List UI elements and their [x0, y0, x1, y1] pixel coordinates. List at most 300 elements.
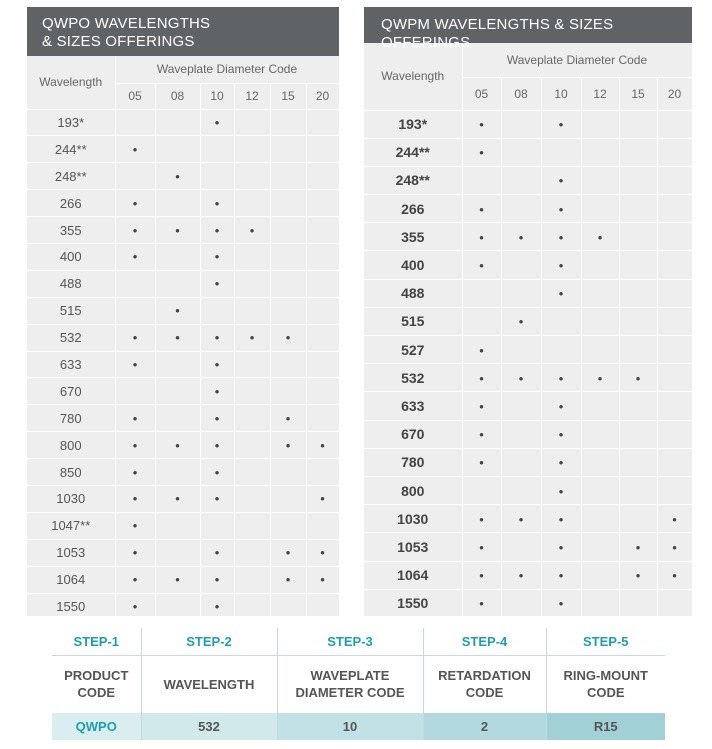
available-dot-icon: • [214, 222, 220, 238]
diameter-code-15: 15 [619, 77, 657, 110]
available-dot-icon: • [285, 545, 291, 561]
available-dot-icon: • [672, 511, 677, 527]
available-dot-icon: • [635, 568, 641, 584]
availability-cell [155, 566, 200, 593]
wavelength-cell: 488 [27, 270, 115, 297]
availability-cell [541, 138, 581, 166]
availability-cell [155, 432, 200, 459]
availability-cell [657, 533, 692, 561]
table-row [364, 110, 692, 138]
availability-cell [541, 110, 581, 138]
availability-cell [306, 539, 339, 566]
wavelength-cell: 355 [364, 223, 462, 251]
availability-cell [200, 485, 234, 512]
available-dot-icon: • [132, 249, 138, 265]
availability-cell [501, 505, 541, 533]
wavelength-cell: 355 [27, 217, 115, 244]
availability-cell [581, 420, 619, 448]
wavelength-cell: 527 [364, 336, 462, 364]
availability-cell [306, 136, 339, 163]
availability-cell [657, 279, 692, 307]
available-dot-icon: • [132, 222, 138, 238]
availability-cell [462, 307, 501, 335]
availability-cell [657, 251, 692, 279]
available-dot-icon: • [214, 410, 220, 426]
qwpm-panel [364, 7, 692, 616]
availability-cell [115, 243, 155, 270]
availability-cell [501, 392, 541, 420]
available-dot-icon: • [175, 330, 180, 346]
qwpo-title [27, 7, 339, 56]
step-description: PRODUCT CODE [52, 655, 141, 713]
availability-cell [581, 251, 619, 279]
available-dot-icon: • [672, 539, 677, 555]
availability-cell [619, 223, 657, 251]
table-row [27, 512, 339, 539]
step-label: STEP-1 [52, 628, 141, 655]
availability-cell [115, 217, 155, 244]
availability-cell [501, 589, 541, 617]
available-dot-icon: • [132, 545, 138, 561]
availability-cell [657, 392, 692, 420]
available-dot-icon: • [214, 356, 220, 372]
availability-cell [462, 223, 501, 251]
availability-cell [462, 561, 501, 589]
availability-cell [234, 190, 270, 217]
wavelength-header: Wavelength [364, 43, 462, 110]
step-label: STEP-4 [423, 628, 546, 655]
available-dot-icon: • [558, 427, 564, 443]
wavelength-cell: 800 [364, 476, 462, 504]
available-dot-icon: • [479, 117, 484, 133]
step-description: RING-MOUNT CODE [563, 668, 648, 701]
availability-cell [619, 110, 657, 138]
table-row [27, 163, 339, 190]
availability-cell [155, 243, 200, 270]
table-row [364, 364, 692, 392]
availability-cell [234, 512, 270, 539]
wavelength-cell: 780 [364, 448, 462, 476]
diameter-code-20: 20 [657, 77, 692, 110]
availability-cell [155, 163, 200, 190]
available-dot-icon: • [132, 356, 138, 372]
wavelength-cell: 400 [364, 251, 462, 279]
available-dot-icon: • [558, 117, 564, 133]
available-dot-icon: • [558, 568, 564, 584]
availability-cell [541, 561, 581, 589]
wavelength-cell: 1030 [364, 505, 462, 533]
availability-cell [619, 166, 657, 194]
available-dot-icon: • [479, 568, 484, 584]
availability-cell [657, 561, 692, 589]
availability-cell [200, 539, 234, 566]
availability-cell [200, 297, 234, 324]
availability-cell [270, 485, 306, 512]
table-row [27, 324, 339, 351]
available-dot-icon: • [518, 370, 524, 386]
availability-cell [270, 324, 306, 351]
availability-cell [234, 485, 270, 512]
diameter-code-12: 12 [581, 77, 619, 110]
wavelength-cell: 532 [364, 364, 462, 392]
available-dot-icon: • [558, 173, 564, 189]
availability-cell [270, 243, 306, 270]
availability-cell [462, 166, 501, 194]
availability-cell [115, 136, 155, 163]
availability-cell [619, 505, 657, 533]
available-dot-icon: • [479, 596, 484, 612]
available-dot-icon: • [249, 222, 255, 238]
available-dot-icon: • [175, 222, 180, 238]
available-dot-icon: • [249, 330, 255, 346]
availability-cell [234, 459, 270, 486]
table-row [27, 485, 339, 512]
available-dot-icon: • [518, 511, 524, 527]
availability-cell [619, 448, 657, 476]
availability-cell [200, 432, 234, 459]
availability-cell [462, 392, 501, 420]
step-label: STEP-2 [141, 628, 277, 655]
available-dot-icon: • [558, 229, 564, 245]
wavelength-cell: 1064 [364, 561, 462, 589]
availability-cell [581, 364, 619, 392]
availability-cell [306, 243, 339, 270]
table-row [364, 251, 692, 279]
availability-cell [234, 378, 270, 405]
availability-cell [270, 566, 306, 593]
availability-cell [501, 195, 541, 223]
availability-cell [581, 307, 619, 335]
wavelength-cell: 400 [27, 243, 115, 270]
available-dot-icon: • [214, 276, 220, 292]
availability-cell [234, 297, 270, 324]
availability-cell [306, 485, 339, 512]
availability-cell [234, 405, 270, 432]
availability-cell [306, 190, 339, 217]
available-dot-icon: • [285, 437, 291, 453]
diameter-code-header: Waveplate Diameter Code [462, 43, 692, 77]
table-row [27, 593, 339, 620]
availability-cell [155, 405, 200, 432]
availability-cell [541, 307, 581, 335]
availability-cell [306, 405, 339, 432]
availability-cell [155, 136, 200, 163]
available-dot-icon: • [479, 455, 484, 471]
available-dot-icon: • [132, 330, 138, 346]
availability-cell [462, 420, 501, 448]
availability-cell [581, 166, 619, 194]
available-dot-icon: • [132, 195, 138, 211]
availability-cell [541, 476, 581, 504]
availability-cell [501, 476, 541, 504]
table-row [364, 279, 692, 307]
availability-cell [619, 476, 657, 504]
availability-cell [306, 109, 339, 136]
availability-cell [581, 110, 619, 138]
wavelength-cell: 633 [364, 392, 462, 420]
available-dot-icon: • [479, 539, 484, 555]
availability-cell [462, 138, 501, 166]
availability-cell [657, 166, 692, 194]
wavelength-header: Wavelength [27, 56, 115, 109]
available-dot-icon: • [597, 370, 603, 386]
availability-cell [462, 476, 501, 504]
availability-cell [115, 485, 155, 512]
available-dot-icon: • [214, 195, 220, 211]
available-dot-icon: • [132, 437, 138, 453]
available-dot-icon: • [479, 201, 484, 217]
availability-cell [306, 593, 339, 620]
ordering-steps [52, 628, 665, 740]
availability-cell [306, 459, 339, 486]
available-dot-icon: • [672, 568, 677, 584]
wavelength-cell: 1047** [27, 512, 115, 539]
available-dot-icon: • [479, 427, 484, 443]
wavelength-cell: 244** [364, 138, 462, 166]
table-row [364, 533, 692, 561]
available-dot-icon: • [558, 455, 564, 471]
availability-cell [155, 512, 200, 539]
availability-cell [115, 324, 155, 351]
availability-cell [306, 324, 339, 351]
availability-cell [155, 270, 200, 297]
step-value: QWPO [52, 713, 141, 740]
availability-cell [541, 392, 581, 420]
availability-cell [270, 270, 306, 297]
table-row [27, 566, 339, 593]
availability-cell [501, 138, 541, 166]
availability-cell [115, 539, 155, 566]
wavelength-cell: 248** [364, 166, 462, 194]
available-dot-icon: • [518, 314, 524, 330]
availability-cell [501, 279, 541, 307]
table-row [27, 243, 339, 270]
wavelength-cell: 488 [364, 279, 462, 307]
availability-cell [115, 351, 155, 378]
diameter-code-05: 05 [462, 77, 501, 110]
availability-cell [270, 163, 306, 190]
availability-cell [657, 336, 692, 364]
table-row [27, 109, 339, 136]
step-description: WAVEPLATE DIAMETER CODE [277, 655, 423, 713]
availability-cell [115, 297, 155, 324]
availability-cell [115, 512, 155, 539]
availability-cell [270, 136, 306, 163]
availability-cell [270, 109, 306, 136]
table-row [27, 217, 339, 244]
availability-cell [657, 420, 692, 448]
table-row [27, 136, 339, 163]
available-dot-icon: • [558, 201, 564, 217]
table-row [364, 138, 692, 166]
diameter-code-10: 10 [200, 83, 234, 109]
available-dot-icon: • [175, 303, 180, 319]
availability-cell [581, 476, 619, 504]
availability-cell [270, 351, 306, 378]
availability-cell [306, 378, 339, 405]
qwpo-panel [27, 7, 339, 616]
wavelength-cell: 515 [27, 297, 115, 324]
availability-cell [234, 351, 270, 378]
availability-cell [501, 223, 541, 251]
availability-cell [462, 251, 501, 279]
availability-cell [619, 307, 657, 335]
availability-cell [657, 505, 692, 533]
available-dot-icon: • [175, 168, 180, 184]
wavelength-cell: 515 [364, 307, 462, 335]
available-dot-icon: • [635, 370, 641, 386]
availability-cell [155, 378, 200, 405]
availability-cell [581, 195, 619, 223]
availability-cell [657, 110, 692, 138]
available-dot-icon: • [214, 437, 220, 453]
availability-cell [657, 364, 692, 392]
wavelength-cell: 193* [27, 109, 115, 136]
availability-cell [657, 138, 692, 166]
availability-cell [306, 270, 339, 297]
table-row [364, 505, 692, 533]
available-dot-icon: • [214, 114, 220, 130]
step-description: RETARDATION CODE [423, 655, 546, 713]
step-value: 2 [423, 713, 546, 740]
available-dot-icon: • [214, 383, 220, 399]
availability-cell [200, 566, 234, 593]
availability-cell [306, 432, 339, 459]
qwpo-title-line2: & SIZES OFFERINGS [42, 33, 195, 50]
availability-cell [657, 476, 692, 504]
wavelength-cell: 244** [27, 136, 115, 163]
availability-cell [541, 533, 581, 561]
availability-cell [581, 533, 619, 561]
availability-cell [306, 163, 339, 190]
available-dot-icon: • [132, 598, 138, 614]
availability-cell [541, 166, 581, 194]
step-label: STEP-3 [277, 628, 423, 655]
available-dot-icon: • [518, 229, 524, 245]
availability-cell [501, 166, 541, 194]
availability-cell [155, 485, 200, 512]
availability-cell [270, 217, 306, 244]
wavelength-cell: 670 [27, 378, 115, 405]
availability-cell [155, 459, 200, 486]
availability-cell [462, 195, 501, 223]
available-dot-icon: • [214, 249, 220, 265]
availability-cell [115, 593, 155, 620]
availability-cell [270, 190, 306, 217]
availability-cell [657, 223, 692, 251]
wavelength-cell: 633 [27, 351, 115, 378]
available-dot-icon: • [479, 145, 484, 161]
availability-cell [200, 405, 234, 432]
availability-cell [462, 364, 501, 392]
step-value: R15 [546, 713, 665, 740]
diameter-code-12: 12 [234, 83, 270, 109]
availability-cell [115, 405, 155, 432]
availability-cell [200, 270, 234, 297]
availability-cell [270, 378, 306, 405]
availability-cell [155, 190, 200, 217]
availability-cell [462, 110, 501, 138]
availability-cell [270, 297, 306, 324]
available-dot-icon: • [175, 491, 180, 507]
availability-cell [155, 324, 200, 351]
availability-cell [657, 589, 692, 617]
availability-cell [581, 138, 619, 166]
diameter-code-08: 08 [501, 77, 541, 110]
available-dot-icon: • [479, 511, 484, 527]
table-row [364, 307, 692, 335]
available-dot-icon: • [518, 568, 524, 584]
availability-cell [115, 378, 155, 405]
availability-cell [200, 593, 234, 620]
availability-cell [234, 324, 270, 351]
availability-cell [200, 136, 234, 163]
availability-cell [200, 351, 234, 378]
availability-cell [200, 109, 234, 136]
ordering-steps-table [52, 628, 665, 740]
available-dot-icon: • [175, 437, 180, 453]
availability-cell [581, 392, 619, 420]
availability-cell [541, 589, 581, 617]
available-dot-icon: • [558, 370, 564, 386]
available-dot-icon: • [285, 572, 291, 588]
available-dot-icon: • [635, 539, 641, 555]
availability-cell [234, 109, 270, 136]
table-row [364, 420, 692, 448]
available-dot-icon: • [479, 342, 484, 358]
available-dot-icon: • [132, 518, 138, 534]
availability-cell [581, 223, 619, 251]
availability-cell [234, 270, 270, 297]
availability-cell [270, 539, 306, 566]
availability-cell [657, 307, 692, 335]
table-row [364, 448, 692, 476]
table-row [27, 270, 339, 297]
availability-cell [501, 110, 541, 138]
availability-cell [200, 512, 234, 539]
availability-cell [501, 307, 541, 335]
availability-cell [541, 336, 581, 364]
table-row [364, 589, 692, 617]
available-dot-icon: • [175, 572, 180, 588]
availability-cell [270, 459, 306, 486]
availability-cell [234, 243, 270, 270]
availability-cell [462, 336, 501, 364]
wavelength-cell: 850 [27, 459, 115, 486]
availability-cell [306, 297, 339, 324]
availability-cell [581, 279, 619, 307]
availability-cell [200, 217, 234, 244]
available-dot-icon: • [320, 572, 325, 588]
availability-cell [462, 589, 501, 617]
qwpm-table [364, 43, 693, 618]
availability-cell [155, 351, 200, 378]
wavelength-cell: 266 [27, 190, 115, 217]
availability-cell [581, 505, 619, 533]
diameter-code-15: 15 [270, 83, 306, 109]
available-dot-icon: • [214, 572, 220, 588]
availability-cell [541, 279, 581, 307]
available-dot-icon: • [132, 491, 138, 507]
availability-cell [501, 251, 541, 279]
diameter-code-08: 08 [155, 83, 200, 109]
available-dot-icon: • [479, 229, 484, 245]
wavelength-cell: 670 [364, 420, 462, 448]
step-label: STEP-5 [546, 628, 665, 655]
availability-cell [270, 432, 306, 459]
availability-cell [501, 336, 541, 364]
diameter-code-05: 05 [115, 83, 155, 109]
